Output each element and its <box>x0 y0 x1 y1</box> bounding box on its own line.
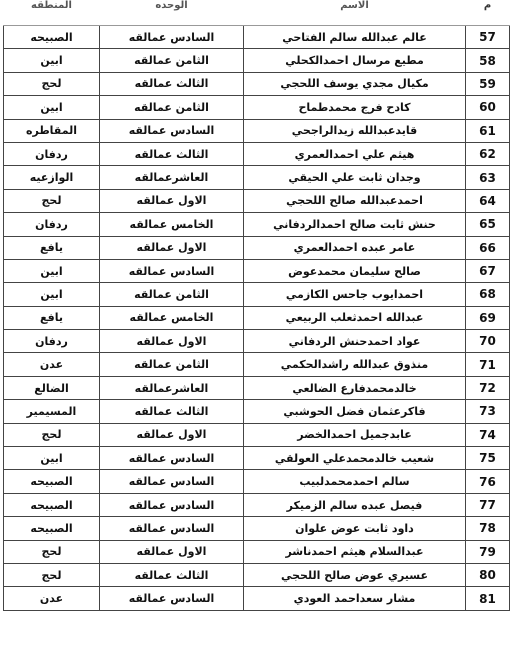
header-region: المنطقه <box>4 0 100 26</box>
row-unit: الخامس عمالقه <box>100 306 244 329</box>
row-unit: الاول عمالقه <box>100 236 244 259</box>
table-row <box>4 330 510 353</box>
row-unit: الثالث عمالقه <box>100 400 244 423</box>
row-unit: الثالث عمالقه <box>100 563 244 586</box>
row-unit: السادس عمالقه <box>100 470 244 493</box>
row-number: 75 <box>466 447 510 470</box>
table-row <box>4 236 510 259</box>
row-name: عبدالسلام هيثم احمدناشر <box>244 540 466 563</box>
table-row <box>4 493 510 516</box>
row-unit: السادس عمالقه <box>100 26 244 49</box>
row-name: مطيع مرسال احمدالكحلي <box>244 49 466 72</box>
table-row <box>4 189 510 212</box>
row-region: عدن <box>4 587 100 610</box>
row-name: احمدايوب جاحس الكازمي <box>244 283 466 306</box>
row-name: حنش ثابت صالح احمدالردفاني <box>244 213 466 236</box>
row-unit: السادس عمالقه <box>100 517 244 540</box>
row-number: 62 <box>466 142 510 165</box>
row-name: مشار سعداحمد العودي <box>244 587 466 610</box>
row-region: المقاطره <box>4 119 100 142</box>
row-unit: السادس عمالقه <box>100 447 244 470</box>
row-number: 68 <box>466 283 510 306</box>
row-unit: السادس عمالقه <box>100 587 244 610</box>
row-name: عسيري عوض صالح اللحجي <box>244 563 466 586</box>
row-unit: العاشرعمالقه <box>100 166 244 189</box>
row-number: 76 <box>466 470 510 493</box>
row-region: عدن <box>4 353 100 376</box>
row-name: احمدعبدالله صالح اللحجي <box>244 189 466 212</box>
row-name: منذوق عبدالله راشدالحكمي <box>244 353 466 376</box>
table-row <box>4 587 510 610</box>
row-number: 60 <box>466 96 510 119</box>
row-unit: الثامن عمالقه <box>100 96 244 119</box>
header-number: م <box>466 0 510 26</box>
row-unit: الثامن عمالقه <box>100 283 244 306</box>
row-name: خالدمحمدفارع الضالعي <box>244 376 466 399</box>
row-region: ابين <box>4 49 100 72</box>
row-name: عابدجميل احمدالخضر <box>244 423 466 446</box>
table-row <box>4 26 510 49</box>
table-row <box>4 376 510 399</box>
row-region: الصبيحه <box>4 26 100 49</box>
table-row <box>4 470 510 493</box>
row-unit: الاول عمالقه <box>100 189 244 212</box>
row-number: 67 <box>466 259 510 282</box>
row-unit: السادس عمالقه <box>100 259 244 282</box>
row-region: ردفان <box>4 213 100 236</box>
row-region: ابين <box>4 283 100 306</box>
table-row <box>4 517 510 540</box>
row-unit: الثامن عمالقه <box>100 49 244 72</box>
row-name: فيصل عبده سالم الزميكر <box>244 493 466 516</box>
row-number: 63 <box>466 166 510 189</box>
row-number: 72 <box>466 376 510 399</box>
row-number: 58 <box>466 49 510 72</box>
row-region: الصبيحه <box>4 517 100 540</box>
row-number: 71 <box>466 353 510 376</box>
table-row <box>4 259 510 282</box>
row-region: المسيمير <box>4 400 100 423</box>
table-row <box>4 540 510 563</box>
row-region: ردفان <box>4 330 100 353</box>
row-name: هيثم علي احمدالعمري <box>244 142 466 165</box>
header-unit: الوحده <box>100 0 244 26</box>
row-region: الضالع <box>4 376 100 399</box>
table-row <box>4 423 510 446</box>
row-unit: السادس عمالقه <box>100 119 244 142</box>
row-number: 70 <box>466 330 510 353</box>
row-region: لحج <box>4 423 100 446</box>
row-name: مكيال مجدي يوسف اللحجي <box>244 72 466 95</box>
row-region: لحج <box>4 540 100 563</box>
row-name: صالح سليمان محمدعوض <box>244 259 466 282</box>
row-unit: الاول عمالقه <box>100 423 244 446</box>
row-unit: الثامن عمالقه <box>100 353 244 376</box>
row-name: عواد احمدحنش الردفاني <box>244 330 466 353</box>
table-row <box>4 49 510 72</box>
row-name: كادح فرج محمدطماح <box>244 96 466 119</box>
table-row <box>4 563 510 586</box>
row-name: شعيب خالدمحمدعلي العولقي <box>244 447 466 470</box>
row-unit: الثالث عمالقه <box>100 142 244 165</box>
row-region: يافع <box>4 236 100 259</box>
row-number: 69 <box>466 306 510 329</box>
row-name: عبدالله احمدثعلب الربيعي <box>244 306 466 329</box>
row-unit: الخامس عمالقه <box>100 213 244 236</box>
table-row <box>4 353 510 376</box>
roster-table <box>3 0 510 611</box>
table-row <box>4 306 510 329</box>
row-number: 59 <box>466 72 510 95</box>
row-name: عالم عبدالله سالم الفتاحي <box>244 26 466 49</box>
row-region: الصبيحه <box>4 493 100 516</box>
header-name: الاسم <box>244 0 466 26</box>
row-region: لحج <box>4 72 100 95</box>
table-row <box>4 166 510 189</box>
table-row <box>4 96 510 119</box>
row-number: 57 <box>466 26 510 49</box>
row-unit: الاول عمالقه <box>100 330 244 353</box>
row-name: عامر عبده احمدالعمري <box>244 236 466 259</box>
row-region: لحج <box>4 563 100 586</box>
row-name: وجدان ثابت علي الحيقي <box>244 166 466 189</box>
row-number: 79 <box>466 540 510 563</box>
row-unit: الاول عمالقه <box>100 540 244 563</box>
table-header <box>4 0 510 26</box>
table-row <box>4 119 510 142</box>
row-name: فاكرعثمان فضل الحوشبي <box>244 400 466 423</box>
row-number: 66 <box>466 236 510 259</box>
header-row <box>4 0 510 26</box>
table-row <box>4 400 510 423</box>
row-unit: الثالث عمالقه <box>100 72 244 95</box>
row-region: لحج <box>4 189 100 212</box>
row-region: ابين <box>4 96 100 119</box>
row-region: الصبيحه <box>4 470 100 493</box>
row-number: 74 <box>466 423 510 446</box>
row-number: 61 <box>466 119 510 142</box>
row-number: 81 <box>466 587 510 610</box>
roster-sheet <box>3 0 509 611</box>
row-number: 73 <box>466 400 510 423</box>
row-number: 78 <box>466 517 510 540</box>
table-row <box>4 283 510 306</box>
row-name: سالم احمدمحمدلبيب <box>244 470 466 493</box>
row-name: قايدعبدالله زيدالراجحي <box>244 119 466 142</box>
table-row <box>4 72 510 95</box>
row-name: داود ثابت عوض علوان <box>244 517 466 540</box>
row-number: 77 <box>466 493 510 516</box>
table-row <box>4 447 510 470</box>
row-unit: السادس عمالقه <box>100 493 244 516</box>
row-region: ابين <box>4 259 100 282</box>
table-row <box>4 213 510 236</box>
table-row <box>4 142 510 165</box>
row-number: 80 <box>466 563 510 586</box>
row-region: ردفان <box>4 142 100 165</box>
row-region: يافع <box>4 306 100 329</box>
row-number: 64 <box>466 189 510 212</box>
row-unit: العاشرعمالقه <box>100 376 244 399</box>
table-body <box>4 26 510 611</box>
row-number: 65 <box>466 213 510 236</box>
row-region: الوازعيه <box>4 166 100 189</box>
row-region: ابين <box>4 447 100 470</box>
